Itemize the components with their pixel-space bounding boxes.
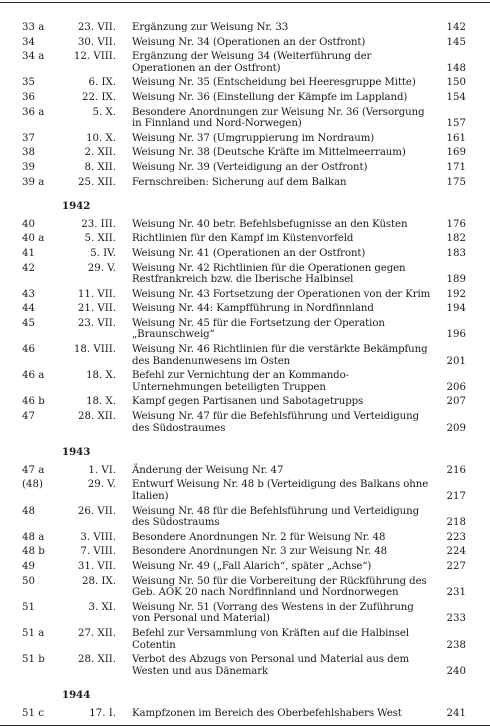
entry-date: 31. VII. [77, 560, 116, 572]
entry-title: Weisung Nr. 34 (Operationen an der Ostfront) [132, 36, 366, 48]
year-heading: 1942 [62, 200, 91, 213]
entry-title: Besondere Anordnungen Nr. 3 zur Weisung Nr. 48 [132, 546, 388, 558]
toc-entry [0, 654, 490, 677]
entry-title: Weisung Nr. 48 für die Befehlsführung und Verteidigung des Südostraums [132, 505, 420, 529]
entry-title: Verbot des Abzugs von Personal und Material aus dem Westen und aus Dänemark [132, 654, 410, 677]
entry-page: 223 [446, 531, 466, 543]
entry-page: 217 [446, 491, 466, 502]
toc-entry [0, 546, 490, 558]
entry-page: 171 [446, 161, 466, 173]
bottom-rule [0, 725, 490, 726]
entry-number: 47 a [22, 464, 45, 476]
entry-date: 28. IX. [82, 575, 116, 587]
entry-page: 209 [446, 422, 466, 434]
entry-date: 25. XII. [78, 176, 116, 188]
toc-entry [0, 576, 490, 599]
entry-number: 45 [22, 317, 35, 329]
entry-page: 201 [446, 355, 466, 367]
entry-page: 161 [446, 132, 466, 144]
entry-date: 5. XII. [84, 233, 116, 245]
entry-title: Richtlinien für den Kampf im Küstenvorfeld [132, 233, 354, 245]
entry-page: 150 [446, 77, 466, 89]
entry-page: 240 [446, 665, 466, 677]
entry-date: 17. I. [89, 707, 116, 719]
toc-entry [0, 289, 490, 301]
entry-title: Änderung der Weisung Nr. 47 [132, 464, 284, 476]
toc-entry [0, 51, 490, 74]
entry-number: 37 [22, 132, 35, 144]
toc-entry [0, 92, 490, 104]
entry-page: 224 [446, 546, 466, 558]
toc-entry [0, 561, 490, 573]
entry-number: 51 c [22, 707, 44, 719]
entry-title: Weisung Nr. 43 Fortsetzung der Operationen von der Krim [132, 288, 431, 300]
entry-page: 154 [446, 91, 466, 103]
entry-title: Weisung Nr. 36 (Einstellung der Kämpfe im Lappland) [132, 91, 408, 103]
toc-entry [0, 370, 490, 393]
entry-title: Weisung Nr. 49 („Fall Alarich“, später „Achse“) [132, 560, 372, 572]
entry-number: 38 [22, 147, 35, 159]
entry-number: 40 [22, 218, 35, 230]
entry-date: 3. VIII. [80, 531, 116, 543]
entry-page: 207 [446, 396, 466, 408]
toc-entry [0, 411, 490, 434]
toc-entry [0, 248, 490, 260]
entry-date: 18. X. [86, 370, 116, 382]
entry-page: 227 [446, 560, 466, 572]
entry-title: Weisung Nr. 41 (Operationen an der Ostfront) [132, 247, 366, 259]
entry-date: 8. XII. [84, 161, 116, 173]
entry-page: 196 [446, 329, 466, 341]
entry-number: 36 [22, 91, 35, 103]
entry-number: 49 [22, 560, 35, 572]
entry-title: Weisung Nr. 47 für die Befehlsführung und Verteidigung des Südostraumes [132, 411, 420, 434]
entry-title: Weisung Nr. 39 (Verteidigung an der Ostfront) [132, 161, 368, 173]
entry-number: 47 [22, 411, 35, 423]
entry-date: 2. XII. [84, 147, 116, 159]
entry-number: 40 a [22, 233, 45, 245]
toc-entry [0, 602, 490, 625]
entry-date: 1. VI. [88, 464, 116, 476]
toc-entry [0, 177, 490, 189]
entry-page: 142 [446, 22, 466, 33]
entry-date: 18. VIII. [73, 344, 116, 356]
entry-number: (48) [22, 479, 43, 491]
entry-title: Weisung Nr. 42 Richtlinien für die Operationen gegen Restfrankreich bzw. die Iberische Halbinsel [132, 262, 406, 286]
entry-page: 233 [446, 613, 466, 625]
entry-page: 216 [446, 464, 466, 476]
toc-entry [0, 532, 490, 544]
entry-title: Entwurf Weisung Nr. 48 b (Verteidigung des Balkans ohne Italien) [132, 479, 429, 502]
entry-number: 48 a [22, 531, 45, 543]
toc-entry [0, 708, 490, 720]
entry-page: 148 [446, 62, 466, 74]
toc-entry [0, 219, 490, 231]
entry-number: 35 [22, 77, 35, 89]
toc-entry [0, 263, 490, 286]
entry-date: 26. VII. [77, 505, 116, 517]
entry-page: 241 [446, 707, 466, 719]
year-heading: 1943 [62, 446, 91, 459]
toc-entry [0, 465, 490, 477]
top-rule [0, 2, 490, 3]
toc-entry [0, 133, 490, 145]
entry-title: Kampfzonen im Bereich des Oberbefehlshabers West [132, 707, 402, 719]
entry-date: 12. VIII. [73, 51, 116, 63]
toc-entry [0, 233, 490, 245]
entry-number: 51 [22, 601, 35, 613]
entry-number: 43 [22, 288, 35, 300]
entry-date: 5. IV. [90, 247, 116, 259]
entry-title: Besondere Anordnungen Nr. 2 für Weisung Nr. 48 [132, 531, 386, 543]
toc-entry [0, 107, 490, 130]
entry-page: 176 [446, 218, 466, 230]
toc-entry [0, 506, 490, 529]
entry-page: 189 [446, 274, 466, 286]
entry-page: 231 [446, 587, 466, 599]
toc-entry [0, 22, 490, 34]
entry-page: 182 [446, 233, 466, 245]
toc-entry [0, 77, 490, 89]
entry-date: 23. III. [81, 218, 116, 230]
table-of-contents [0, 22, 490, 720]
entry-number: 51 a [22, 627, 45, 639]
entry-page: 194 [446, 303, 466, 315]
entry-date: 23. VII. [77, 317, 116, 329]
entry-page: 157 [446, 118, 466, 130]
toc-entry [0, 318, 490, 341]
year-heading: 1944 [62, 689, 91, 702]
entry-page: 183 [446, 247, 466, 259]
entry-title: Ergänzung zur Weisung Nr. 33 [132, 22, 289, 33]
entry-number: 39 [22, 161, 35, 173]
entry-date: 29. V. [87, 262, 116, 274]
entry-title: Weisung Nr. 50 für die Vorbereitung der Rückführung des Geb. AOK 20 nach Nordfinnland und Nordnorwegen [132, 575, 427, 599]
entry-page: 192 [446, 288, 466, 300]
entry-date: 6. IX. [88, 77, 116, 89]
entry-page: 169 [446, 147, 466, 159]
entry-date: 21. VII. [77, 303, 116, 315]
toc-entry [0, 303, 490, 315]
entry-date: 5. X. [92, 106, 116, 118]
entry-number: 36 a [22, 106, 45, 118]
entry-title: Weisung Nr. 38 (Deutsche Kräfte im Mittelmeerraum) [132, 147, 406, 159]
entry-title: Weisung Nr. 45 für die Fortsetzung der Operation „Braunschweig“ [132, 317, 385, 341]
toc-entry [0, 37, 490, 49]
entry-date: 30. VII. [77, 36, 116, 48]
entry-date: 29. V. [87, 479, 116, 491]
toc-entry [0, 162, 490, 174]
entry-date: 7. VIII. [80, 546, 116, 558]
entry-date: 28. XII. [78, 411, 116, 423]
entry-number: 46 b [22, 396, 45, 408]
entry-page: 206 [446, 381, 466, 393]
entry-title: Befehl zur Vernichtung der an Kommando-Unternehmungen beteiligten Truppen [132, 370, 349, 393]
entry-number: 46 [22, 344, 35, 356]
entry-date: 11. VII. [77, 288, 116, 300]
entry-date: 18. X. [86, 396, 116, 408]
entry-title: Befehl zur Versammlung von Kräften auf die Halbinsel Cotentin [132, 627, 409, 651]
entry-title: Weisung Nr. 46 Richtlinien für die verstärkte Bekämpfung des Bandenunwesens im Osten [132, 344, 428, 367]
entry-date: 22. IX. [82, 91, 116, 103]
entry-number: 48 [22, 505, 35, 517]
toc-entry [0, 147, 490, 159]
entry-date: 28. XII. [78, 654, 116, 666]
toc-entry [0, 628, 490, 651]
entry-number: 39 a [22, 176, 45, 188]
entry-page: 145 [446, 36, 466, 48]
entry-title: Weisung Nr. 40 betr. Befehlsbefugnisse an den Küsten [132, 218, 408, 230]
toc-entry [0, 396, 490, 408]
entry-page: 218 [446, 517, 466, 529]
entry-number: 41 [22, 247, 35, 259]
entry-title: Kampf gegen Partisanen und Sabotagetrupps [132, 396, 364, 408]
entry-date: 10. X. [86, 132, 116, 144]
entry-number: 46 a [22, 370, 45, 382]
entry-number: 50 [22, 575, 35, 587]
entry-number: 34 a [22, 51, 45, 63]
entry-date: 3. XI. [88, 601, 116, 613]
toc-entry [0, 344, 490, 367]
entry-number: 51 b [22, 654, 45, 666]
entry-page: 238 [446, 639, 466, 651]
entry-title: Weisung Nr. 37 (Umgruppierung im Nordraum) [132, 132, 375, 144]
entry-number: 44 [22, 303, 35, 315]
entry-number: 42 [22, 262, 35, 274]
entry-title: Weisung Nr. 35 (Entscheidung bei Heeresgruppe Mitte) [132, 77, 416, 89]
entry-page: 175 [446, 176, 466, 188]
entry-title: Ergänzung der Weisung 34 (Weiterführung der Operationen an der Ostfront) [132, 51, 372, 74]
entry-title: Besondere Anordnungen zur Weisung Nr. 36 (Versorgung in Finnland und Nord-Norwegen) [132, 106, 425, 130]
entry-date: 23. VII. [77, 22, 116, 33]
entry-number: 48 b [22, 546, 45, 558]
entry-date: 27. XII. [78, 627, 116, 639]
entry-title: Weisung Nr. 44: Kampfführung in Nordfinnland [132, 303, 374, 315]
entry-number: 33 a [22, 22, 45, 33]
entry-title: Fernschreiben: Sicherung auf dem Balkan [132, 176, 347, 188]
toc-entry [0, 479, 490, 502]
entry-title: Weisung Nr. 51 (Vorrang des Westens in der Zuführung von Personal und Material) [132, 601, 414, 625]
entry-number: 34 [22, 36, 35, 48]
